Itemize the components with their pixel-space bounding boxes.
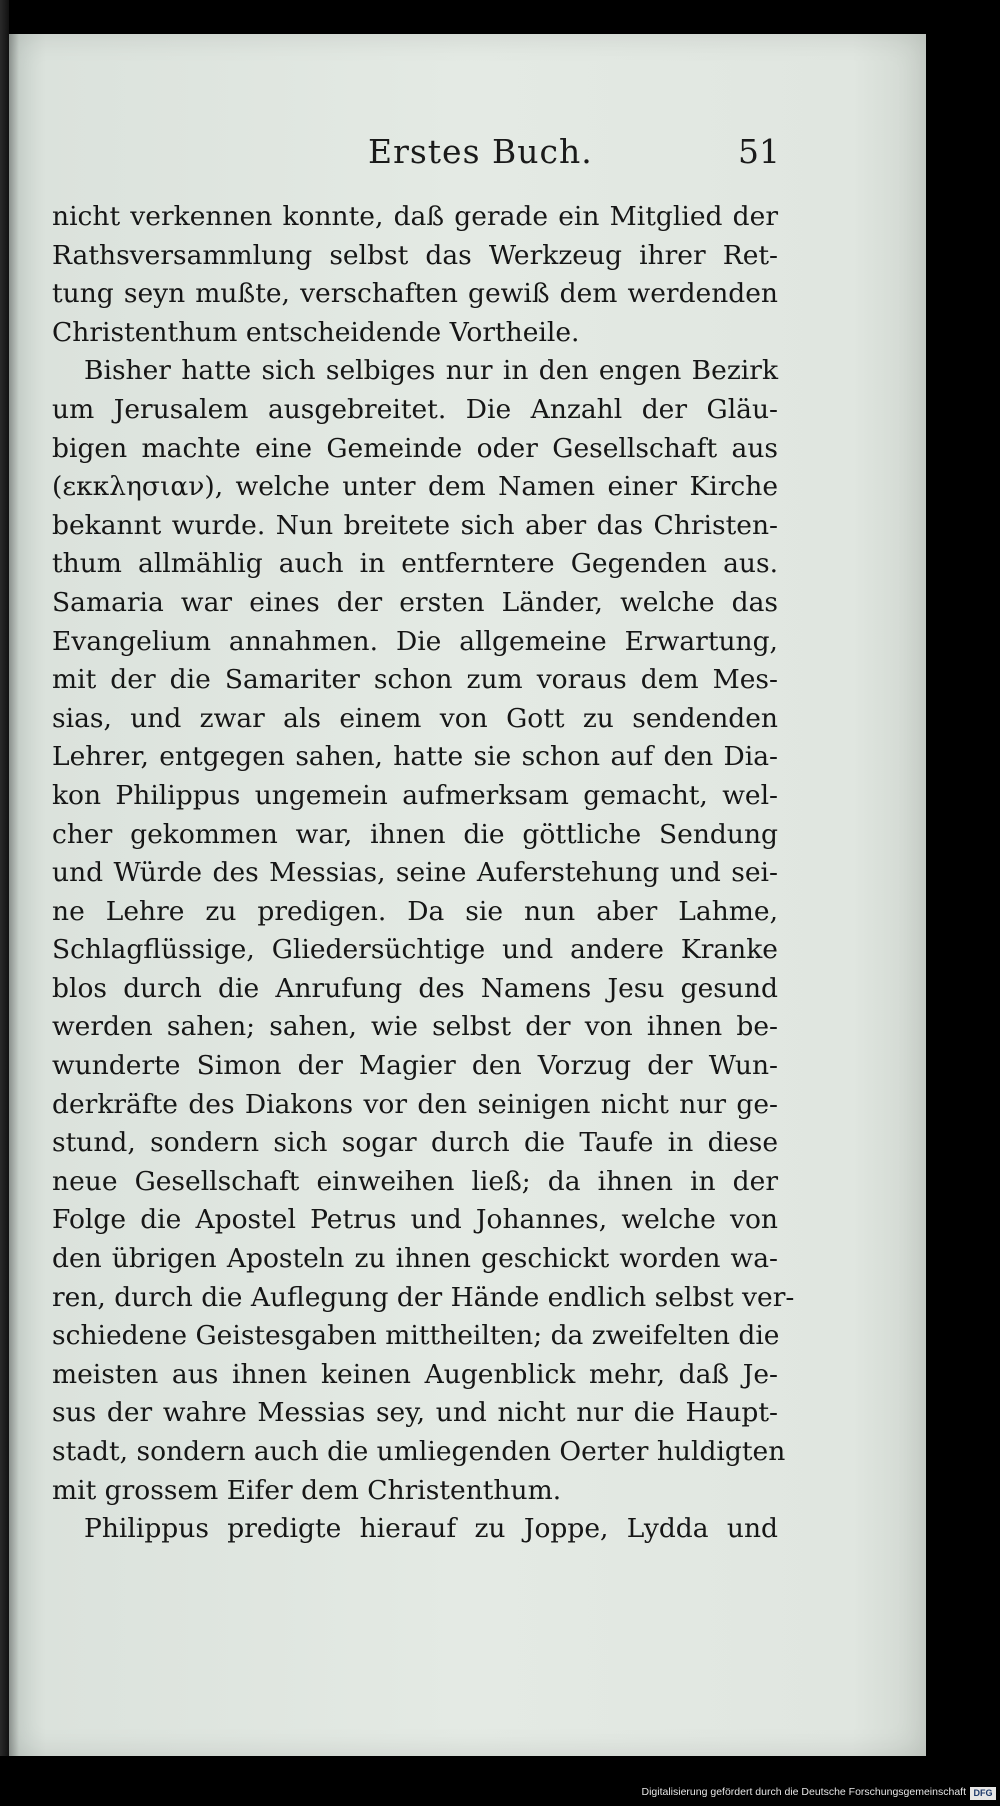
text-line: Bisher hatte sich selbiges nur in den engen Bezirk	[84, 355, 778, 387]
text-line: Samaria war eines der ersten Länder, welche das	[52, 586, 778, 618]
text-line: blos durch die Anrufung des Namens Jesu gesund	[52, 972, 778, 1004]
text-line: um Jerusalem ausgebreitet. Die Anzahl der Gläu-	[52, 393, 778, 425]
text-line: schiedene Geistesgaben mittheilten; da zweifelten die	[52, 1320, 780, 1352]
text-line: den übrigen Aposteln zu ihnen geschickt worden wa-	[52, 1243, 778, 1275]
text-line: mit der die Samariter schon zum voraus dem Mes-	[52, 664, 778, 696]
dfg-logo: DFG	[970, 1787, 996, 1800]
text-line: kon Philippus ungemein aufmerksam gemacht, wel-	[52, 779, 778, 811]
text-line: Philippus predigte hierauf zu Joppe, Lydda und	[84, 1513, 778, 1545]
text-line: wunderte Simon der Magier den Vorzug der Wun-	[52, 1050, 778, 1082]
text-line: Evangelium annahmen. Die allgemeine Erwartung,	[52, 625, 778, 657]
text-line: ne Lehre zu predigen. Da sie nun aber Lahme,	[52, 895, 778, 927]
text-line: und Würde des Messias, seine Auferstehung und sei-	[52, 857, 778, 889]
text-line: Lehrer, entgegen sahen, hatte sie schon auf den Dia-	[52, 741, 778, 773]
text-line: sias, und zwar als einem von Gott zu sendenden	[52, 702, 778, 734]
text-line: mit grossem Eifer dem Christenthum.	[52, 1474, 562, 1506]
text-line: Christenthum entscheidende Vortheile.	[52, 316, 580, 348]
text-line: tung seyn mußte, verschaften gewiß dem werdenden	[52, 278, 778, 310]
text-line: neue Gesellschaft einweihen ließ; da ihnen in der	[52, 1165, 778, 1197]
body-text	[52, 198, 795, 1549]
text-line: werden sahen; sahen, wie selbst der von ihnen be-	[52, 1011, 778, 1043]
running-head-title: Erstes Buch.	[368, 132, 593, 171]
digitization-credit: Digitalisierung gefördert durch die Deutsche Forschungsgemeinschaft	[641, 1786, 966, 1798]
text-line: ren, durch die Auflegung der Hände endlich selbst ver-	[52, 1281, 795, 1313]
text-line: (εκκλησιαν), welche unter dem Namen einer Kirche	[52, 471, 778, 503]
text-line: derkräfte des Diakons vor den seinigen nicht nur ge-	[52, 1088, 778, 1120]
footer-bar	[0, 1756, 1000, 1806]
left-dark-edge	[0, 0, 9, 1806]
text-line: sus der wahre Messias sey, und nicht nur die Haupt-	[52, 1397, 778, 1429]
text-line: Rathsversammlung selbst das Werkzeug ihrer Ret-	[52, 239, 778, 271]
text-line: meisten aus ihnen keinen Augenblick mehr, daß Je-	[52, 1358, 778, 1390]
text-line: stund, sondern sich sogar durch die Taufe in diese	[52, 1127, 778, 1159]
text-line: nicht verkennen konnte, daß gerade ein Mitglied der	[52, 201, 778, 232]
text-line: bigen machte eine Gemeinde oder Gesellschaft aus	[52, 432, 778, 464]
text-line: bekannt wurde. Nun breitete sich aber das Christen-	[52, 509, 778, 541]
page-number: 51	[738, 132, 780, 171]
text-line: thum allmählig auch in entferntere Gegenden aus.	[52, 548, 778, 580]
text-line: Folge die Apostel Petrus und Johannes, welche von	[52, 1204, 778, 1236]
running-head	[0, 132, 1000, 182]
text-line: Schlagflüssige, Gliedersüchtige und andere Kranke	[52, 934, 778, 966]
page-fold-shadow	[9, 34, 19, 1756]
text-line: stadt, sondern auch die umliegenden Oerter huldigten	[52, 1436, 786, 1467]
text-line: cher gekommen war, ihnen die göttliche Sendung	[52, 818, 778, 850]
